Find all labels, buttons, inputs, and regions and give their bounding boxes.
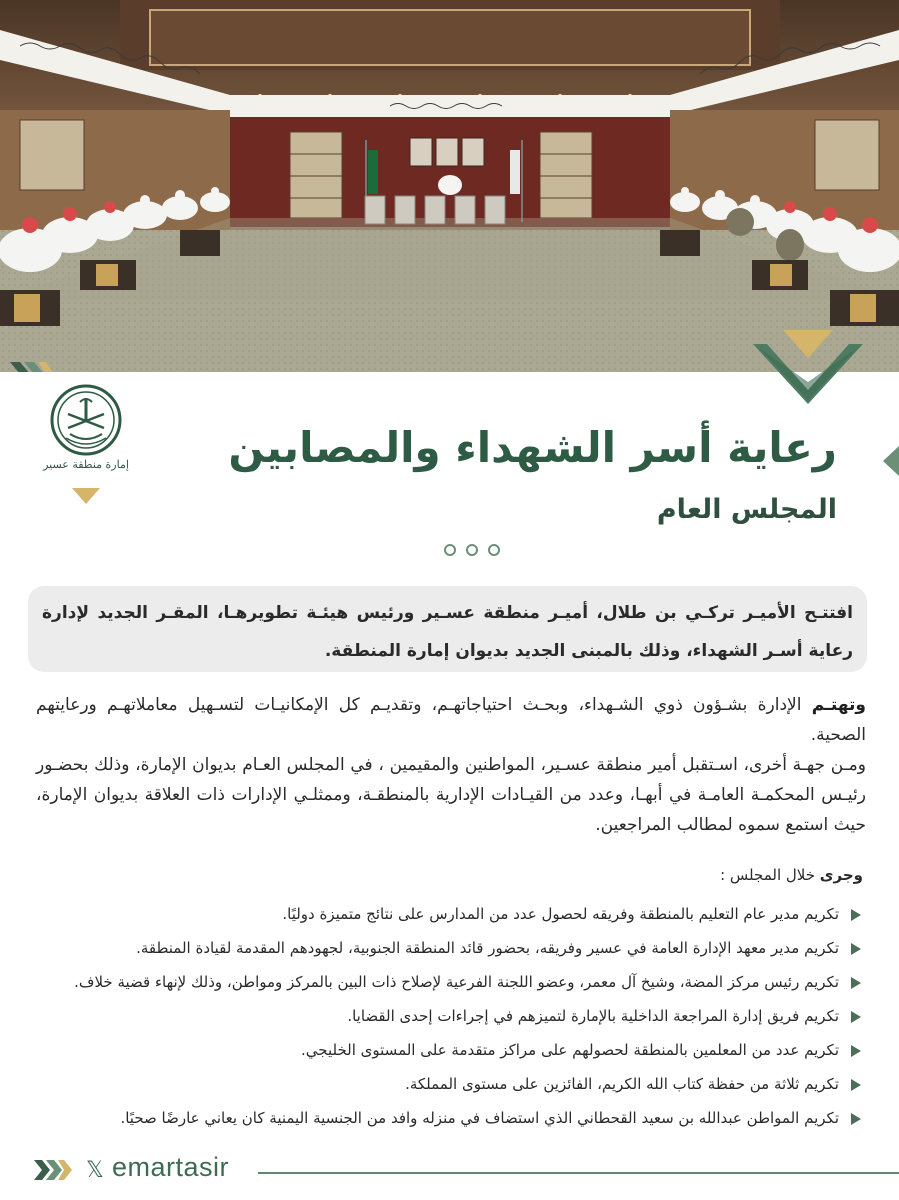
- footer-divider: [258, 1172, 899, 1174]
- saudi-emblem-icon: [44, 384, 128, 510]
- triangle-bullet-icon: [851, 977, 861, 989]
- hero-arrows-icon: [10, 362, 54, 372]
- list-item: [33, 968, 863, 1002]
- body-paragraph-1: [36, 690, 866, 750]
- article-body: [36, 690, 866, 840]
- list-item-text: تكريم رئيس مركز المضة، وشيخ آل معمر، وعضو اللجنة الفرعية لإصلاح ذات البين بالمركز ومواطن، وذلك لإنهاء قضية خلاف.: [74, 973, 839, 991]
- triangle-bullet-icon: [851, 943, 861, 955]
- body-paragraph-1-lead: وتهتـم: [811, 695, 866, 715]
- side-tab-icon: [883, 446, 899, 476]
- gold-green-chevron-icon: [753, 330, 863, 404]
- list-item: [33, 1104, 863, 1138]
- triangle-bullet-icon: [851, 1113, 861, 1125]
- emblem-caption: إمارة منطقة عسير: [43, 458, 129, 471]
- list-item: [33, 1036, 863, 1070]
- during-lead: وجرى: [819, 866, 863, 884]
- list-item-text: تكريم المواطن عبدالله بن سعيد القحطاني الذي استضاف في منزله وافد من الجنسية اليمنية كان يعاني عارضًا صحيًا.: [120, 1109, 839, 1127]
- list-item: [33, 900, 863, 934]
- intro-text: افتتـح الأميـر تركـي بن طلال، أميـر منطقة عسـير ورئيس هيئـة تطويرهـا، المقـر الجديد لإدارة رعاية أسـر الشهداء، وذلك بالمبنى الجديد بديوان إمارة المنطقة.: [42, 603, 853, 661]
- page-title: رعاية أسر الشهداء والمصابين: [228, 423, 837, 472]
- triangle-bullet-icon: [851, 1011, 861, 1023]
- majlis-hall-illustration: [0, 0, 899, 372]
- triangle-bullet-icon: [851, 909, 861, 921]
- during-heading: [463, 866, 863, 884]
- honors-list: [33, 900, 863, 1138]
- list-item: [33, 934, 863, 968]
- intro-box: [28, 586, 867, 672]
- body-paragraph-1-text: الإدارة بشـؤون ذوي الشـهداء، وبحـث احتياجاتهـم، وتقديـم كل الإمكانيـات لتسـهيل معاملاتهـم ورعايتهم الصحية.: [36, 695, 866, 745]
- during-text: خلال المجلس :: [720, 866, 820, 884]
- footer-arrows-icon: [34, 1160, 74, 1180]
- section-dots-icon: [442, 542, 502, 558]
- page-subtitle: المجلس العام: [656, 494, 837, 525]
- list-item: [33, 1070, 863, 1104]
- hero-photo: [0, 0, 899, 372]
- triangle-bullet-icon: [851, 1079, 861, 1091]
- list-item-text: تكريم ثلاثة من حفظة كتاب الله الكريم، الفائزين على مستوى المملكة.: [405, 1075, 839, 1093]
- list-item-text: تكريم مدير معهد الإدارة العامة في عسير وفريقه، بحضور قائد المنطقة الجنوبية، لجهودهم المقدمة لقيادة المنطقة.: [136, 939, 839, 957]
- list-item: [33, 1002, 863, 1036]
- social-handle[interactable]: emartasir: [112, 1152, 230, 1182]
- list-item-text: تكريم فريق إدارة المراجعة الداخلية بالإمارة لتميزهم في إجراءات إحدى القضايا.: [347, 1007, 839, 1025]
- list-item-text: تكريم عدد من المعلمين بالمنطقة لحصولهم على مراكز متقدمة على المستوى الخليجي.: [301, 1041, 839, 1059]
- x-logo-icon[interactable]: 𝕏: [86, 1158, 104, 1183]
- triangle-bullet-icon: [851, 1045, 861, 1057]
- list-item-text: تكريم مدير عام التعليم بالمنطقة وفريقه لحصول عدد من المدارس على نتائج متميزة دوليًا.: [282, 905, 839, 923]
- body-paragraph-2: ومـن جهـة أخرى، اسـتقبل أمير منطقة عسـير، المواطنين والمقيمين ، في المجلس العـام بديوان الإمارة، وذلك بحضـور رئيـس المحكمـة العامـة في أبهـا، وعدد من القيـادات الإدارية بالمنطقـة، وممثلـي الإدارات ذات العلاقة بديوان الإمارة، حيث استمع سموه لمطالب المراجعين.: [36, 755, 866, 835]
